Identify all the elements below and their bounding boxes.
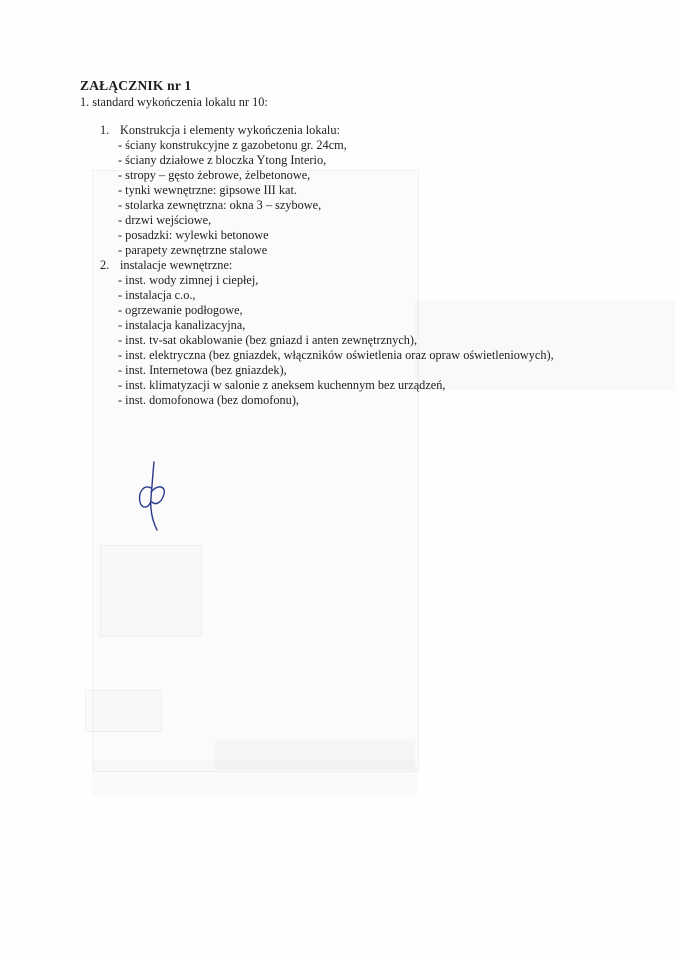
list-item: - stropy – gęsto żebrowe, żelbetonowe,	[118, 168, 311, 182]
scan-bleed-through	[100, 545, 202, 637]
section-heading-text: Konstrukcja i elementy wykończenia lokalu:	[120, 123, 340, 137]
list-item: - instalacja c.o.,	[118, 288, 196, 302]
scan-bleed-through	[92, 760, 417, 795]
list-item: - inst. Internetowa (bez gniazdek),	[118, 363, 287, 377]
document-subtitle: 1. standard wykończenia lokalu nr 10:	[80, 95, 268, 109]
list-item: - inst. wody zimnej i ciepłej,	[118, 273, 259, 287]
list-item: - inst. klimatyzacji w salonie z aneksem kuchennym bez urządzeń,	[118, 378, 446, 392]
scan-bleed-through	[415, 300, 675, 390]
list-item: - ogrzewanie podłogowe,	[118, 303, 243, 317]
signature	[130, 458, 180, 538]
section-number: 2.	[100, 258, 110, 272]
list-item: - drzwi wejściowe,	[118, 213, 212, 227]
section-heading-text: instalacje wewnętrzne:	[120, 258, 233, 272]
document-title: ZAŁĄCZNIK nr 1	[80, 78, 192, 93]
list-item: - instalacja kanalizacyjna,	[118, 318, 246, 332]
section-number: 1.	[100, 123, 110, 137]
list-item: - ściany konstrukcyjne z gazobetonu gr. 24cm,	[118, 138, 347, 152]
list-item: - inst. tv-sat okablowanie (bez gniazd i anten zewnętrznych),	[118, 333, 418, 347]
scan-bleed-through	[85, 690, 162, 732]
section-heading	[100, 258, 232, 273]
list-item: - stolarka zewnętrzna: okna 3 – szybowe,	[118, 198, 322, 212]
list-item: - inst. elektryczna (bez gniazdek, włączników oświetlenia oraz opraw oświetleniowych),	[118, 348, 554, 362]
list-item: - inst. domofonowa (bez domofonu),	[118, 393, 300, 407]
list-item: - posadzki: wylewki betonowe	[118, 228, 269, 242]
list-item: - parapety zewnętrzne stalowe	[118, 243, 268, 257]
list-item: - tynki wewnętrzne: gipsowe III kat.	[118, 183, 297, 197]
section-heading	[100, 123, 340, 138]
list-item: - ściany działowe z bloczka Ytong Interio,	[118, 153, 327, 167]
